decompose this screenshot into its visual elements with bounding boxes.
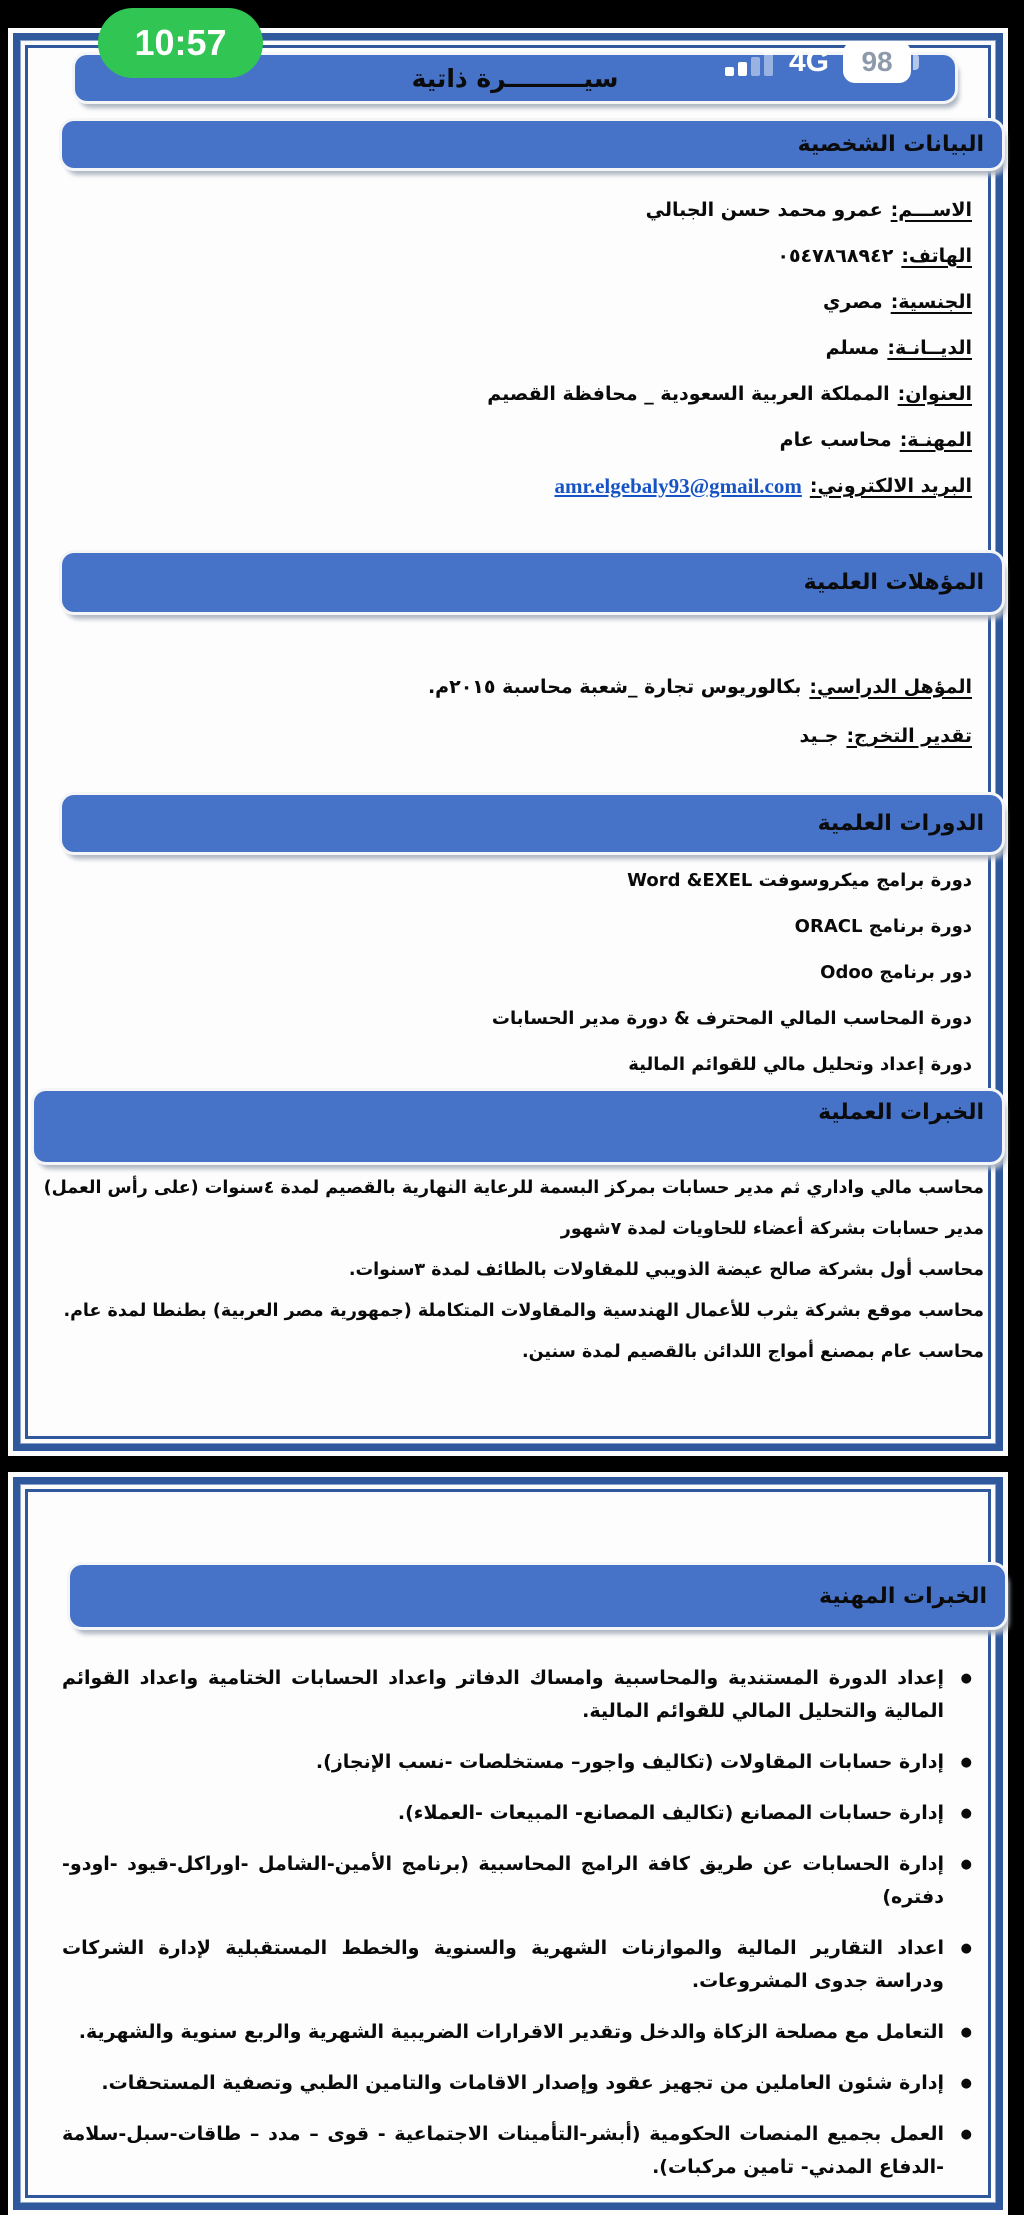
section-header-label: الخبرات المهنية — [818, 1583, 987, 1609]
email-link[interactable]: amr.elgebaly93@gmail.com — [554, 473, 802, 498]
bullet-text: إعداد الدورة المستندية والمحاسبية وامساك الدفاتر واعداد الحسابات الختامية واعداد القوائم المالية والتحليل المالي للقوائم المالية. — [62, 1667, 944, 1722]
courses-list — [60, 857, 972, 1087]
bullet-text: إدارة حسابات المصانع (تكاليف المصانع- المبيعات -العملاء). — [397, 1802, 944, 1824]
course-item: دورة المحاسب المالي المحترف & دورة مدير الحسابات — [491, 1007, 972, 1029]
status-indicators — [725, 40, 965, 84]
course-item: دورة إعداد وتحليل مالي للقوائم المالية — [628, 1053, 972, 1075]
course-item: دورة برنامج ORACL — [794, 915, 972, 937]
bullet-text: إدارة الحسابات عن طريق كافة الرامج المحاسبية (برنامج الأمين-الشامل -اوراكل-قيود -اودو-دفتره) — [62, 1853, 944, 1908]
field-value: مسلم — [825, 337, 880, 359]
field-label: البريد الالكتروني: — [809, 475, 972, 497]
battery-nub-icon — [913, 54, 919, 70]
field-label: الجنسية: — [890, 291, 972, 313]
bullet-text: إدارة حسابات المقاولات (تكاليف واجور– مستخلصات -نسب الإنجاز). — [315, 1751, 944, 1773]
course-item: دورة برامج ميكروسوفت Word &EXEL — [627, 869, 972, 891]
work-item: محاسب مالي واداري ثم مدير حسابات بمركز البسمة للرعاية النهارية بالقصيم لمدة ٤سنوات (على رأس العمل) — [43, 1177, 984, 1198]
professional-bullet-list — [62, 1662, 976, 2202]
bullet-item — [62, 1797, 976, 1830]
bullet-text: العمل بجميع المنصات الحكومية (أبشر-التأمينات الاجتماعية - قوى – مدد – طاقات-سبل-سلامة -الدفاع المدني- تامين مركبات). — [62, 2123, 944, 2178]
bullet-icon: ● — [960, 1941, 972, 1956]
field-label: العنوان: — [897, 383, 972, 405]
section-header-professional-experience — [70, 1565, 1005, 1627]
field-row-name — [60, 187, 972, 233]
section-header-courses — [62, 795, 1002, 852]
field-label: الاســـم: — [890, 199, 972, 221]
status-time-pill[interactable] — [98, 8, 263, 78]
bullet-item — [62, 2067, 976, 2100]
section-header-label: المؤهلات العلمية — [803, 570, 984, 595]
signal-bar — [751, 57, 760, 76]
bullet-icon: ● — [960, 1857, 972, 1872]
field-value: ٠٥٤٧٨٦٨٩٤٢ — [777, 245, 894, 267]
field-row-degree — [60, 662, 972, 711]
field-label: المهنـة: — [899, 429, 972, 451]
field-value: محاسب عام — [779, 429, 892, 451]
personal-fields — [60, 187, 972, 509]
bullet-item — [62, 2118, 976, 2184]
field-row-grade — [60, 711, 972, 760]
bullet-item — [62, 1746, 976, 1779]
signal-bar — [738, 62, 747, 76]
field-row-email — [60, 463, 972, 509]
bullet-icon: ● — [960, 1755, 972, 1770]
work-item: محاسب موقع بشركة يثرب للأعمال الهندسية والمقاولات المتكاملة (جمهورية مصر العربية) بطنطا لمدة عام. — [63, 1300, 984, 1321]
section-header-label: البيانات الشخصية — [797, 132, 984, 157]
section-header-label: الدورات العلمية — [817, 811, 984, 836]
work-item: محاسب أول بشركة صالح عيضة الذويبي للمقاولات بالطائف لمدة ٣سنوات. — [348, 1259, 984, 1280]
course-item: دور برنامج Odoo — [820, 961, 972, 983]
signal-bar — [725, 67, 734, 76]
section-header-education — [62, 553, 1002, 612]
battery-icon — [843, 41, 911, 83]
battery-percent: 98 — [861, 46, 893, 77]
network-type-label: 4G — [789, 45, 830, 78]
education-fields — [60, 662, 972, 760]
bullet-icon: ● — [960, 2127, 972, 2142]
signal-bar — [764, 52, 773, 76]
work-experience-list — [30, 1167, 984, 1372]
section-header-label: الخبرات العملية — [818, 1100, 984, 1125]
field-label: الهاتف: — [901, 245, 972, 267]
field-label: المؤهل الدراسي: — [809, 675, 972, 698]
field-value: بكالوريوس تجارة _شعبة محاسبة ٢٠١٥م. — [427, 675, 802, 698]
cellular-signal-icon — [725, 52, 773, 76]
field-value: مصري — [822, 291, 883, 313]
bullet-icon: ● — [960, 1671, 972, 1686]
bullet-item — [62, 1932, 976, 1998]
field-label: تقدير التخرج: — [846, 724, 972, 747]
cv-title: سيـــــــــرة ذاتية — [411, 63, 619, 93]
bullet-text: اعداد التقارير المالية والموازنات الشهرية والسنوية والخطط المستقبلية لإدارة الشركات ودراسة جدوى المشروعات. — [62, 1937, 944, 1992]
bullet-text: إدارة شئون العاملين من تجهيز عقود وإصدار الاقامات والتامين الطبي وتصفية المستحقات. — [101, 2072, 944, 2094]
field-row-religion — [60, 325, 972, 371]
field-row-phone — [60, 233, 972, 279]
field-value: عمرو محمد حسن الجبالي — [645, 199, 883, 221]
section-header-work-experience — [34, 1091, 1002, 1162]
bullet-icon: ● — [960, 2025, 972, 2040]
field-row-address — [60, 371, 972, 417]
bullet-text: التعامل مع مصلحة الزكاة والدخل وتقدير الاقرارات الضريبية الشهرية والربع سنوية والشهرية. — [78, 2021, 944, 2043]
field-label: الديــانـة: — [887, 337, 972, 359]
bullet-item — [62, 1848, 976, 1914]
field-row-profession — [60, 417, 972, 463]
bullet-icon: ● — [960, 1806, 972, 1821]
status-time: 10:57 — [134, 22, 227, 63]
field-row-nationality — [60, 279, 972, 325]
work-item: مدير حسابات بشركة أعضاء للحاويات لمدة ٧شهور — [560, 1218, 984, 1239]
bullet-icon: ● — [960, 2076, 972, 2091]
field-value: المملكة العربية السعودية _ محافظة القصيم — [487, 383, 890, 405]
section-header-personal — [62, 121, 1002, 168]
bullet-item — [62, 2016, 976, 2049]
field-value: جـيد — [799, 724, 839, 747]
bullet-item — [62, 1662, 976, 1728]
work-item: محاسب عام بمصنع أمواج اللدائن بالقصيم لمدة سنين. — [521, 1341, 984, 1362]
